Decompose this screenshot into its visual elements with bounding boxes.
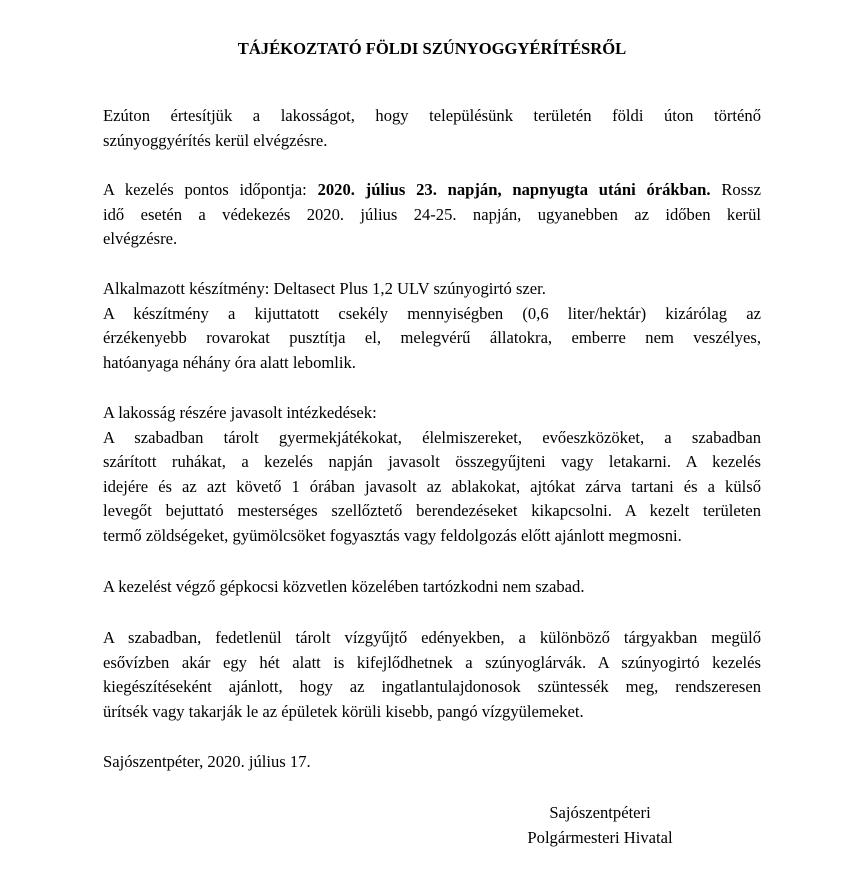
- signature-block: [500, 801, 700, 850]
- schedule-line-3: elvégzésre.: [103, 229, 178, 249]
- vehicle-paragraph: [103, 575, 761, 600]
- product-line-2: A készítmény a kijuttatott csekély mennyiségben (0,6 liter/hektár) kizárólag az: [103, 303, 761, 323]
- document-title: TÁJÉKOZTATÓ FÖLDI SZÚNYOGGYÉRÍTÉSRŐL: [237, 39, 627, 58]
- water-line-4: ürítsék vagy takarják le az épületek körüli kisebb, pangó vízgyülemeket.: [103, 701, 584, 721]
- measures-line-4: levegőt bejuttató mesterséges szellőztető berendezéseket kikapcsolni. A kezelt területen: [103, 501, 761, 521]
- signature-line-2: Polgármesteri Hivatal: [527, 827, 673, 847]
- schedule-date-bold: 2020. július 23. napján, napnyugta utáni órákban.: [317, 180, 711, 199]
- signature-line-1: Sajószentpéteri: [549, 803, 651, 822]
- intro-paragraph: [103, 104, 761, 153]
- schedule-prefix: A kezelés pontos időpontja:: [103, 180, 318, 199]
- schedule-line-2: idő esetén a védekezés 2020. július 24-25. napján, ugyanebben az időben kerül: [103, 204, 761, 224]
- product-line-3: érzékenyebb rovarokat pusztítja el, melegvérű állatokra, emberre nem veszélyes,: [103, 328, 761, 348]
- measures-line-5: termő zöldségeket, gyümölcsöket fogyasztás vagy feldolgozás előtt ajánlott megmosni.: [103, 525, 682, 545]
- water-line-2: esővízben akár egy hét alatt is kifejlődhetnek a szúnyoglárvák. A szúnyogirtó kezelés: [103, 652, 761, 672]
- product-line-1: Alkalmazott készítmény: Deltasect Plus 1,2 ULV szúnyogirtó szer.: [103, 279, 546, 298]
- product-line-4: hatóanyaga néhány óra alatt lebomlik.: [103, 352, 356, 372]
- measures-heading: A lakosság részére javasolt intézkedések:: [103, 403, 377, 422]
- measures-line-1: A szabadban tárolt gyermekjátékokat, élelmiszereket, evőeszközöket, a szabadban: [103, 427, 761, 447]
- schedule-suffix: Rossz: [710, 180, 761, 199]
- schedule-line-1: [103, 178, 761, 203]
- water-line-1: A szabadban, fedetlenül tárolt vízgyűjtő edényekben, a különböző tárgyakban megülő: [103, 628, 761, 647]
- date-paragraph: [103, 750, 761, 775]
- vehicle-line: A kezelést végző gépkocsi közvetlen közelében tartózkodni nem szabad.: [103, 577, 585, 596]
- intro-line-2: szúnyoggyérítés kerül elvégzésre.: [103, 130, 328, 150]
- measures-line-3: idejére és az azt követő 1 órában javasolt az ablakokat, ajtókat zárva tartani és a külső: [103, 476, 761, 496]
- water-line-3: kiegészítéseként ajánlott, hogy az ingatlantulajdonosok szüntessék meg, rendszeresen: [103, 677, 761, 697]
- water-paragraph: [103, 626, 761, 724]
- intro-line-1: Ezúton értesítjük a lakosságot, hogy településünk területén földi úton történő: [103, 106, 761, 125]
- measures-paragraph: [103, 401, 761, 549]
- schedule-paragraph: [103, 178, 761, 252]
- date-line: Sajószentpéter, 2020. július 17.: [103, 752, 311, 771]
- product-paragraph: [103, 277, 761, 375]
- measures-line-2: szárított ruhákat, a kezelés napján javasolt összegyűjteni vagy letakarni. A kezelés: [103, 452, 761, 472]
